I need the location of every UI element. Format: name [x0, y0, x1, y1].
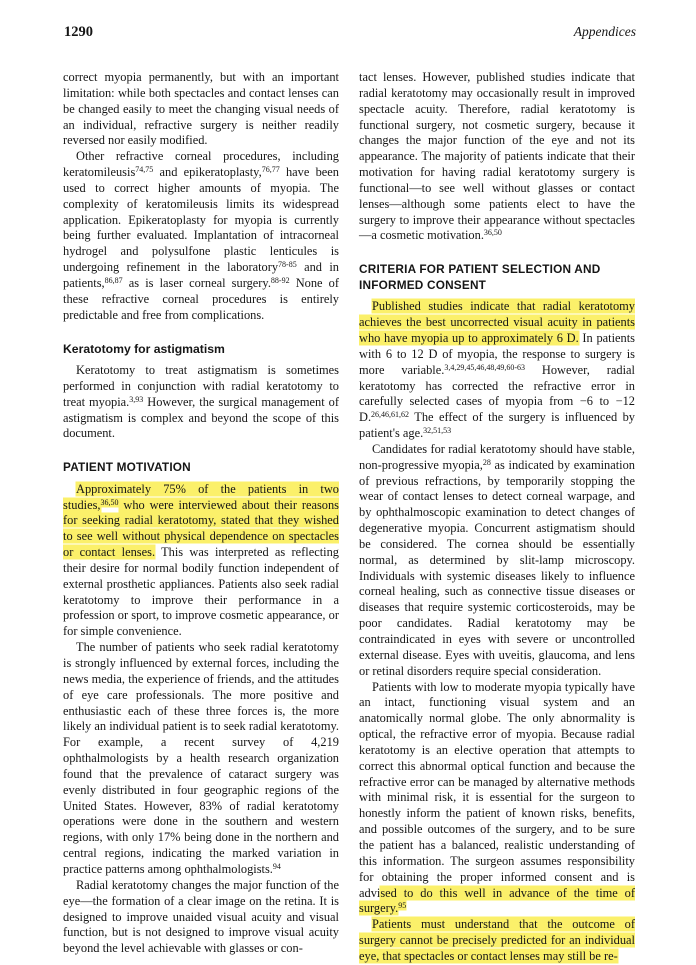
heading-patient-motivation: PATIENT MOTIVATION — [63, 460, 191, 475]
right-column — [359, 70, 635, 965]
citation: 74,75 — [135, 165, 154, 175]
subheading-keratotomy-astigmatism: Keratotomy for astigmatism — [63, 341, 225, 356]
highlighted-text: Approximately 75% of the patients in two studies, — [63, 481, 339, 512]
citation: 76,77 — [261, 165, 280, 175]
left-column — [63, 70, 339, 957]
paragraph-astigmatism: Keratotomy to treat astigmatism is sometimes performed in conjunction with radial keratotomy to treat myopia.$^{3,93}$ However, the surgical management of astigmatism is complex and beyond the scope of this document. — [63, 363, 339, 441]
highlighted-text: Published studies indicate that radial keratotomy achieves the best uncorrected visual acuity in patients who have myopia up to approximately 6 D. — [359, 299, 635, 345]
paragraph-informed-consent: Patients with low to moderate myopia typically have an intact, functioning visual system and an anatomically normal globe. The only abnormality is optical, the refractive error of myopia. Because radial keratotomy is an elective operation that attempts to correct this abnormal optical function and because the refractive error can be managed by alternative methods with minimal risk, it is essential for the surgeon to honestly inform the patient of known risks, benefits, and possible outcomes of the surgery, and to be sure the patient has a balanced, realistic understanding of this information. The surgeon assumes responsibility for obtaining the proper informed consent and is advised to do this well in advance of the time of surgery.$^{95}$ — [359, 679, 635, 916]
paragraph-refractive-procedures: Other refractive corneal procedures, including keratomileusis$^{74,75}$ and epikeratoplasty,$^{76,77}$ have been used to correct higher amounts of myopia. The complexity of keratomileusis limits its widespread application. Epikeratoplasty for myopia is currently being further evaluated. Implantation of intracorneal hydrogel and polysulfone plastic lenticules is undergoing refinement in the laboratory$^{78-85}$ and in patients,$^{86,87}$ as is laser corneal surgery.$^{88-92}$ None of these refractive corneal procedures is entirely predictable and free from complications. — [63, 149, 339, 322]
paragraph-motivation: Approximately 75% of the patients in two studies,$^{36,50}$ who were interviewed about their reasons for seeking radial keratotomy, stated that they wished to see well without physical dependence on spectacles or contact lenses. This was interpreted as reflecting their desire for normal bodily function independent of external prosthetic appliances. Patients also seek radial keratotomy to improve their performance in a profession or sport, to improve cosmetic appearance, or for simple convenience. — [63, 481, 339, 639]
highlighted-text: Patients must understand that the outcome of surgery cannot be precisely predicted for an individual eye, that spectacles or contact lenses may still be re- — [359, 917, 635, 963]
citation: 32,51,53 — [423, 426, 452, 436]
paragraph-external-forces: The number of patients who seek radial keratotomy is strongly influenced by external forces, including the news media, the experience of friends, and the attitudes of eye care professionals. The more positive and enthusiastic each of these three forces is, the more likely an individual patient is to seek radial keratotomy. For example, a recent survey of 4,219 ophthalmologists by a health research organization found that the prevalence of cataract surgery was evenly distributed in four geographic regions of the United States. However, 83% of radial keratotomy operations were done in the southern and western regions, with only 17% being done in the northern and central regions, indicating the marked variation in practice patterns among ophthalmologists.$^{94}$ — [63, 640, 339, 876]
page-number: 1290 — [64, 24, 93, 40]
citation: 86,87 — [104, 275, 123, 285]
citation: 28 — [482, 457, 491, 467]
running-header — [64, 24, 636, 44]
running-head-section: Appendices — [573, 24, 636, 39]
paragraph-published-studies: Published studies indicate that radial keratotomy achieves the best uncorrected visual acuity in patients who have myopia up to approximately 6 D. In patients with 6 to 12 D of myopia, the response to surgery is more variable.$^{3,4,29,45,46,48,49,60-63}$ However, radial keratotomy has corrected the refractive error in carefully selected cases of myopia from −6 to −12 D.$^{26,46,61,62}$ The effect of the surgery is influenced by patient's age.$^{32,51,53}$ — [359, 299, 636, 441]
citation: 78-85 — [278, 260, 297, 270]
paragraph-patients-understand — [359, 917, 635, 965]
citation: 88-92 — [270, 275, 290, 285]
paragraph-candidates: Candidates for radial keratotomy should have stable, non-progressive myopia,$^{28}$ as indicated by examination of previous refractions, by temporarily stopping the wear of contact lenses to detect corneal warpage, and by ophthalmoscopic examination to detect changes of degenerative myopia. Concurrent astigmatism should be considered. The cornea should be essentially normal, as determined by slit-lamp microscopy. Individuals with systemic diseases likely to influence corneal healing, such as connective tissue diseases or diseases that require systemic corticosteroids, may be poor candidates. Radial keratotomy may be contraindicated in eyes with severe or uncontrolled external disease. Eyes with uveitis, glaucoma, and lens or retinal disorders require special consideration. — [359, 441, 635, 678]
paragraph-major-function: Radial keratotomy changes the major function of the eye—the formation of a clear image on the retina. It is designed to improve unaided visual acuity and visual function, but is not designed to improve visual acuity beyond the level achievable with glasses or con- — [63, 877, 339, 956]
citation: 3,4,29,45,46,48,49,60-63 — [444, 362, 526, 372]
paragraph-continued: correct myopia permanently, but with an important limitation: while both spectacles and contact lenses can be changed easily to meet the changing visual needs of an individual, refractive surgery is neither readily reversed nor easily modified. — [63, 70, 339, 148]
citation: 36,50 — [100, 497, 119, 507]
citation: 26,46,61,62 — [371, 410, 410, 420]
citation: 94 — [272, 861, 281, 871]
paragraph-continued: tact lenses. However, published studies indicate that radial keratotomy may occasionally result in improved spectacle acuity. Therefore, radial keratotomy is functional surgery, not cosmetic surgery, because it changes the major function of the eye and not its appearance. The majority of patients indicate that their motivation for having radial keratotomy surgery is functional—to see well without glasses or contact lenses—although some patients elect to have the surgery to improve their appearance without spectacles—a cosmetic motivation.$^{36,50}$ — [359, 70, 635, 243]
citation: 95 — [398, 901, 407, 911]
citation: 3,93 — [129, 394, 144, 404]
highlighted-text: sed to do this well in advance of the time of surgery. — [359, 885, 635, 916]
heading-criteria-selection: CRITERIA FOR PATIENT SELECTION AND INFORMED CONSENT — [359, 262, 601, 292]
highlighted-text: who were interviewed about their reasons for seeking radial keratotomy, stated that they wished to see well without physical dependence on spectacles or contact lenses. — [63, 497, 339, 560]
citation: 36,50 — [483, 228, 502, 238]
